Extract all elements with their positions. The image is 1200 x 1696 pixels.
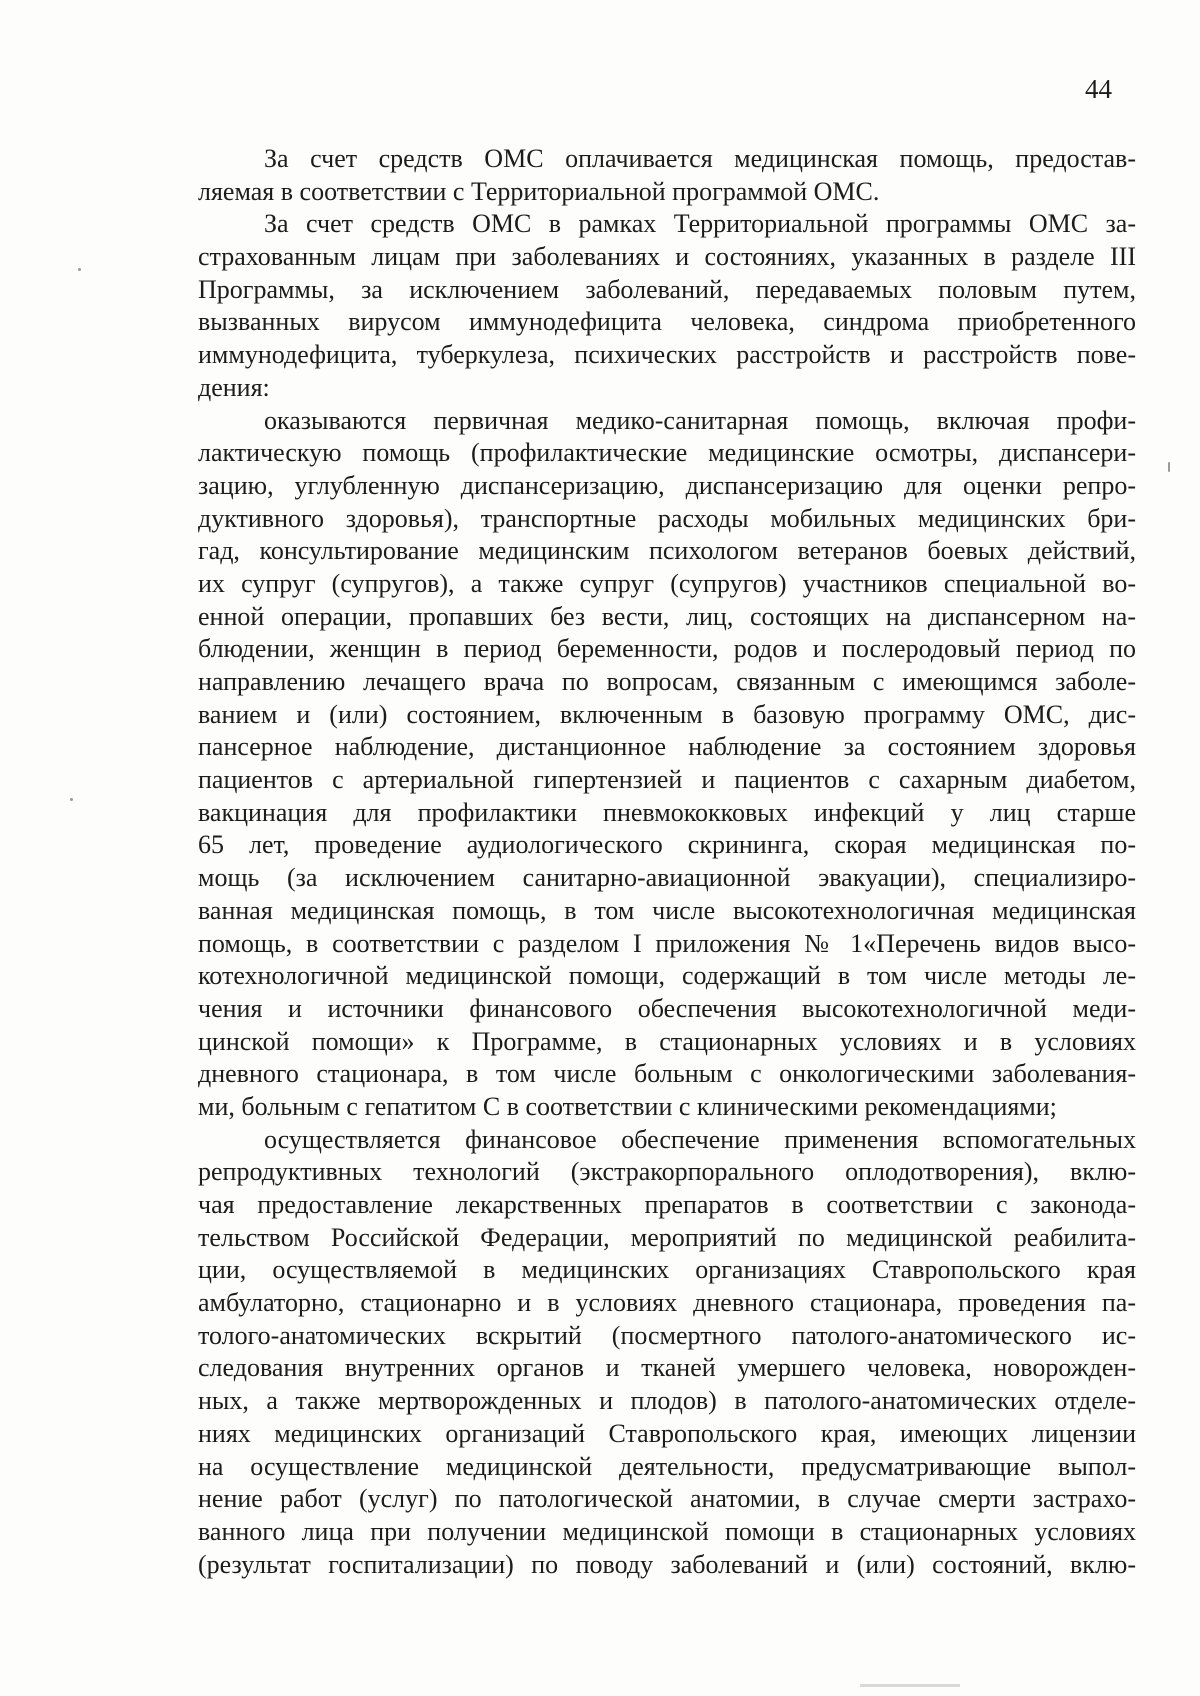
text-line: иммунодефицита, туберкулеза, психических расстройств и расстройств пове- <box>198 340 1136 370</box>
scan-speck <box>70 798 73 801</box>
text-line: ляемая в соответствии с Территориальной программой ОМС. <box>198 176 880 206</box>
text-line: зацию, углубленную диспансеризацию, диспансеризацию для оценки репро- <box>198 470 1136 500</box>
text-line: толого-анатомических вскрытий (посмертного патолого-анатомического ис- <box>198 1320 1136 1350</box>
text-line: их супруг (супругов), а также супруг (супругов) участников специальной во- <box>198 568 1136 598</box>
text-line: репродуктивных технологий (экстракорпорального оплодотворения), вклю- <box>198 1157 1136 1187</box>
text-line: пансерное наблюдение, дистанционное наблюдение за состоянием здоровья <box>198 732 1136 762</box>
text-line: ванием и (или) состоянием, включенным в базовую программу ОМС, дис- <box>198 699 1136 729</box>
text-line: вызванных вирусом иммунодефицита человека, синдрома приобретенного <box>198 307 1136 337</box>
text-line: цинской помощи» к Программе, в стационарных условиях и в условиях <box>198 1026 1136 1056</box>
text-line: направлению лечащего врача по вопросам, связанным с имеющимся заболе- <box>198 667 1136 696</box>
text-line: ванная медицинская помощь, в том числе высокотехнологичная медицинская <box>198 895 1136 925</box>
text-line: осуществляется финансовое обеспечение применения вспомогательных <box>264 1124 1136 1154</box>
text-line: блюдении, женщин в период беременности, родов и послеродовый период по <box>198 634 1136 664</box>
text-line: на осуществление медицинской деятельности, предусматривающие выпол- <box>198 1451 1136 1481</box>
text-line: ванного лица при получении медицинской помощи в стационарных условиях <box>198 1516 1136 1546</box>
text-line: ных, а также мертворожденных и плодов) в патолого-анатомических отделе- <box>198 1386 1136 1416</box>
scan-speck <box>1168 462 1170 472</box>
text-line: вакцинация для профилактики пневмококковых инфекций у лиц старше <box>198 797 1136 827</box>
text-line: страхованным лицам при заболеваниях и состояниях, указанных в разделе III <box>198 242 1136 272</box>
text-line: нение работ (услуг) по патологической анатомии, в случае смерти застрахо- <box>198 1484 1136 1514</box>
text-line: дуктивного здоровья), транспортные расходы мобильных медицинских бри- <box>198 503 1136 533</box>
text-line: чая предоставление лекарственных препаратов в соответствии с законода- <box>198 1190 1136 1219</box>
text-line: За счет средств ОМС в рамках Территориальной программы ОМС за- <box>264 209 1136 239</box>
page-number: 44 <box>1085 74 1112 104</box>
text-line: чения и источники финансового обеспечения высокотехнологичной меди- <box>198 993 1136 1023</box>
text-line: лактическую помощь (профилактические медицинские осмотры, диспансери- <box>198 438 1136 468</box>
text-line: 65 лет, проведение аудиологического скрининга, скорая медицинская по- <box>198 830 1136 860</box>
text-line: амбулаторно, стационарно и в условиях дневного стационара, проведения па- <box>198 1288 1136 1318</box>
body-text <box>198 143 1136 1581</box>
scan-edge-mark <box>860 1684 960 1687</box>
text-line: следования внутренних органов и тканей умершего человека, новорожден- <box>198 1353 1136 1383</box>
text-line: тельством Российской Федерации, мероприятий по медицинской реабилита- <box>198 1222 1136 1252</box>
text-line: пациентов с артериальной гипертензией и пациентов с сахарным диабетом, <box>198 765 1136 795</box>
scan-speck <box>78 268 81 271</box>
text-line: дения: <box>198 372 270 402</box>
text-line: ниях медицинских организаций Ставропольского края, имеющих лицензии <box>198 1418 1136 1448</box>
text-line: ции, осуществляемой в медицинских организациях Ставропольского края <box>198 1255 1136 1285</box>
text-line: оказываются первичная медико-санитарная помощь, включая профи- <box>264 405 1136 435</box>
text-line: ми, больным с гепатитом С в соответствии с клиническими рекомендациями; <box>198 1091 1057 1121</box>
text-line: помощь, в соответствии с разделом I приложения № 1«Перечень видов высо- <box>198 928 1136 958</box>
text-line: За счет средств ОМС оплачивается медицинская помощь, предостав- <box>264 144 1136 173</box>
text-line: енной операции, пропавших без вести, лиц, состоящих на диспансерном на- <box>198 601 1136 631</box>
text-line: котехнологичной медицинской помощи, содержащий в том числе методы ле- <box>198 961 1136 991</box>
text-line: (результат госпитализации) по поводу заболеваний и (или) состояний, вклю- <box>198 1549 1136 1579</box>
text-line: гад, консультирование медицинским психологом ветеранов боевых действий, <box>198 536 1136 566</box>
text-line: мощь (за исключением санитарно-авиационной эвакуации), специализиро- <box>198 863 1136 893</box>
text-line: Программы, за исключением заболеваний, передаваемых половым путем, <box>198 274 1136 304</box>
text-line: дневного стационара, в том числе больным с онкологическими заболевания- <box>198 1059 1136 1089</box>
